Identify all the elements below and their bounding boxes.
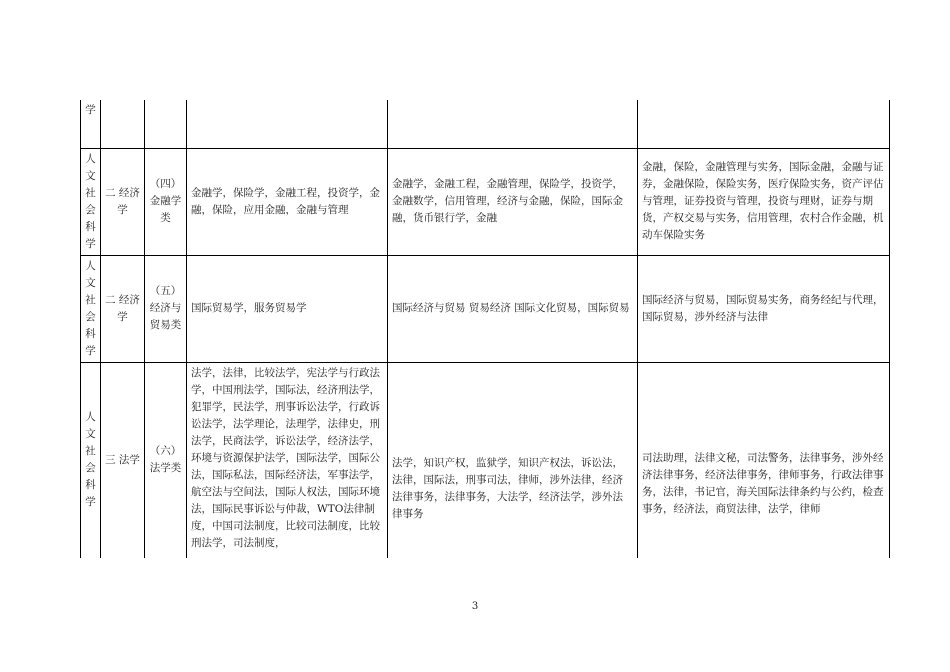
undergrad-majors-cell <box>187 100 388 148</box>
undergrad-majors-cell: 金融学，保险学，金融工程，投资学，金融，保险，应用金融，金融与管理 <box>187 148 388 255</box>
category-cell: 人 文 社 会 科 学 <box>81 255 101 362</box>
category-cell: 人 文 社 会 科 学 <box>81 148 101 255</box>
vocational-majors-cell <box>638 100 890 148</box>
category-cell: 学 <box>81 100 101 148</box>
undergrad-majors-cell: 国际贸易学，服务贸易学 <box>187 255 388 362</box>
group-cell: （五）经济与贸易类 <box>145 255 187 362</box>
group-cell: （四）金融学类 <box>145 148 187 255</box>
graduate-majors-cell <box>388 100 638 148</box>
table-row <box>81 362 890 558</box>
table-row <box>81 100 890 148</box>
discipline-cell: 二 经济学 <box>101 148 145 255</box>
graduate-majors-cell: 金融学，金融工程，金融管理，保险学，投资学，金融数学，信用管理，经济与金融，保险，国际金融，货币银行学，金融 <box>388 148 638 255</box>
table-row <box>81 255 890 362</box>
vocational-majors-cell: 金融，保险，金融管理与实务，国际金融，金融与证券，金融保险，保险实务，医疗保险实务，资产评估与管理，证券投资与管理，投资与理财，证券与期货，产权交易与实务，信用管理，农村合作金融，机动车保险实务 <box>638 148 890 255</box>
graduate-majors-cell: 法学，知识产权，监狱学，知识产权法，诉讼法，法律，国际法，刑事司法，律师，涉外法律，经济法律事务，法律事务，大法学，经济法学，涉外法律事务 <box>388 362 638 558</box>
discipline-cell <box>101 100 145 148</box>
discipline-cell: 三 法学 <box>101 362 145 558</box>
category-cell: 人 文 社 会 科 学 <box>81 362 101 558</box>
page-number: 3 <box>471 601 479 612</box>
graduate-majors-cell: 国际经济与贸易 贸易经济 国际文化贸易，国际贸易 <box>388 255 638 362</box>
group-cell: （六）法学类 <box>145 362 187 558</box>
group-cell <box>145 100 187 148</box>
major-catalog-table <box>80 100 890 558</box>
discipline-cell: 二 经济学 <box>101 255 145 362</box>
undergrad-majors-cell: 法学，法律，比较法学，宪法学与行政法学，中国刑法学，国际法，经济刑法学，犯罪学，民法学，刑事诉讼法学，行政诉讼法学，法学理论，法理学，法律史，刑法学，民商法学，诉讼法学，经济法学，环境与资源保护法学，国际法学，国际公法，国际私法，国际经济法，军事法学，航空法与空间法，国际人权法，国际环境法，国际民事诉讼与仲裁，WTO法律制度，中国司法制度，比较司法制度，比较刑法学，司法制度， <box>187 362 388 558</box>
vocational-majors-cell: 司法助理，法律文秘，司法警务，法律事务，涉外经济法律事务，经济法律事务，律师事务，行政法律事务，法律，书记官，海关国际法律条约与公约，检查事务，经济法，商贸法律，法学，律师 <box>638 362 890 558</box>
table-row <box>81 148 890 255</box>
vocational-majors-cell: 国际经济与贸易，国际贸易实务，商务经纪与代理，国际贸易，涉外经济与法律 <box>638 255 890 362</box>
